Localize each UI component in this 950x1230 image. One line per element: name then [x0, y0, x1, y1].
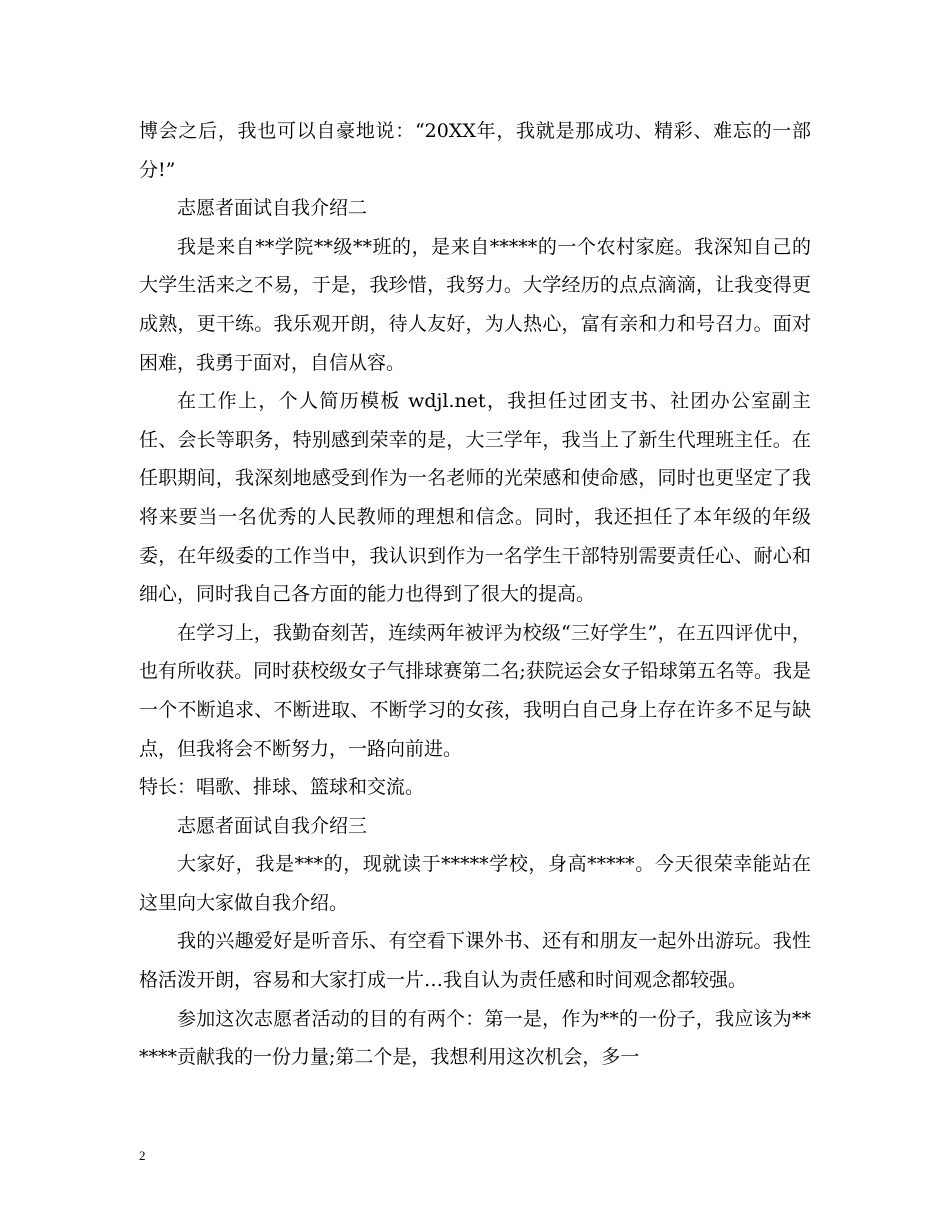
section-heading: 志愿者面试自我介绍三	[177, 814, 368, 837]
paragraph: 在工作上，个人简历模板 wdjl.net，我担任过团支书、社团办公室副主任、会长等职务，特别感到荣幸的是，大三学年，我当上了新生代理班主任。在任职期间，我深刻地感受到作为一名老师的光荣感和使命感，同时也更坚定了我将来要当一名优秀的人民教师的理想和信念。同时，我还担任了本年级的年级委，在年级委的工作当中，我认识到作为一名学生干部特别需要责任心、耐心和细心，同时我自己各方面的能力也得到了很大的提高。	[139, 390, 811, 606]
paragraph: 我的兴趣爱好是听音乐、有空看下课外书、还有和朋友一起外出游玩。我性格活泼开朗，容易和大家打成一片…我自认为责任感和时间观念都较强。	[139, 930, 811, 992]
page-number: 2	[139, 1148, 146, 1163]
paragraph: 特长：唱歌、排球、篮球和交流。	[139, 776, 425, 799]
paragraph: 大家好，我是***的，现就读于*****学校，身高*****。今天很荣幸能站在这里向大家做自我介绍。	[139, 853, 811, 914]
paragraph: 在学习上，我勤奋刻苦，连续两年被评为校级“三好学生”，在五四评优中，也有所收获。同时获校级女子气排球赛第二名;获院运会女子铅球第五名等。我是一个不断追求、不断进取、不断学习的女孩，我明白自己身上存在许多不足与缺点，但我将会不断努力，一路向前进。	[139, 621, 811, 760]
paragraph: 我是来自**学院**级**班的，是来自*****的一个农村家庭。我深知自己的大学生活来之不易，于是，我珍惜，我努力。大学经历的点点滴滴，让我变得更成熟，更干练。我乐观开朗，待人友好，为人热心，富有亲和力和号召力。面对困难，我勇于面对，自信从容。	[139, 235, 811, 374]
document-body	[139, 112, 811, 1077]
paragraph: 参加这次志愿者活动的目的有两个：第一是，作为**的一份子，我应该为******贡献我的一份力量;第二个是，我想利用这次机会，多一	[139, 1007, 811, 1069]
paragraph: 博会之后，我也可以自豪地说：“20XX年，我就是那成功、精彩、难忘的一部分!”	[139, 120, 811, 181]
section-heading: 志愿者面试自我介绍二	[177, 197, 368, 220]
